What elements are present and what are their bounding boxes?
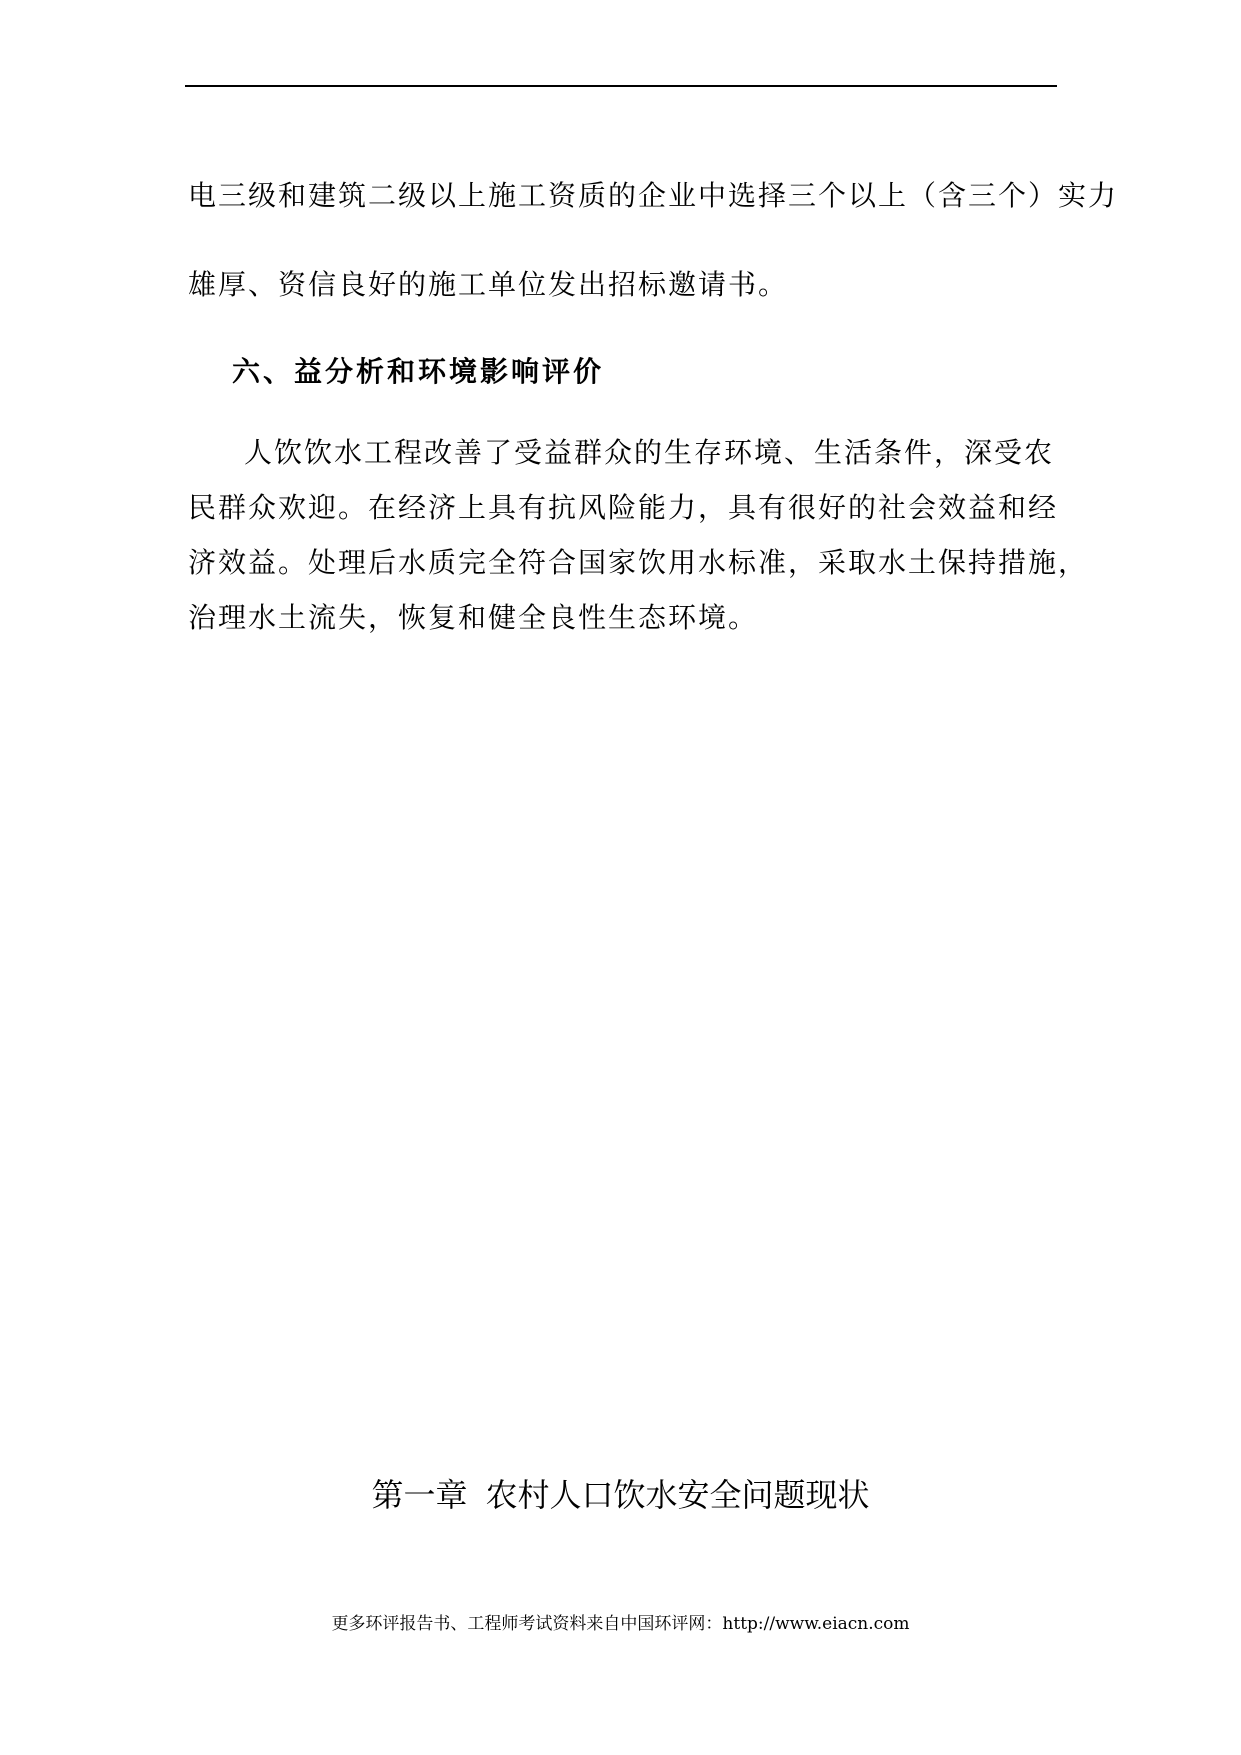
chapter-number: 第一章 bbox=[371, 1476, 468, 1514]
paragraph-line-1: 人饮饮水工程改善了受益群众的生存环境、生活条件，深受农 bbox=[244, 436, 1055, 469]
paragraph-line-2: 民群众欢迎。在经济上具有抗风险能力，具有很好的社会效益和经 bbox=[188, 491, 1059, 524]
footer-text: 更多环评报告书、工程师考试资料来自中国环评网：http://www.eiacn.com bbox=[331, 1614, 910, 1634]
section-heading: 六、益分析和环境影响评价 bbox=[232, 355, 605, 388]
header-rule bbox=[185, 85, 1057, 87]
continuation-line-2: 雄厚、资信良好的施工单位发出招标邀请书。 bbox=[188, 268, 789, 301]
paragraph-line-3: 济效益。处理后水质完全符合国家饮用水标准，采取水土保持措施， bbox=[188, 546, 1089, 579]
continuation-line-1: 电三级和建筑二级以上施工资质的企业中选择三个以上（含三个）实力 bbox=[188, 179, 1119, 212]
chapter-title bbox=[0, 1473, 1241, 1517]
chapter-name: 农村人口饮水安全问题现状 bbox=[485, 1476, 870, 1514]
paragraph-line-4: 治理水土流失，恢复和健全良性生态环境。 bbox=[188, 601, 759, 634]
